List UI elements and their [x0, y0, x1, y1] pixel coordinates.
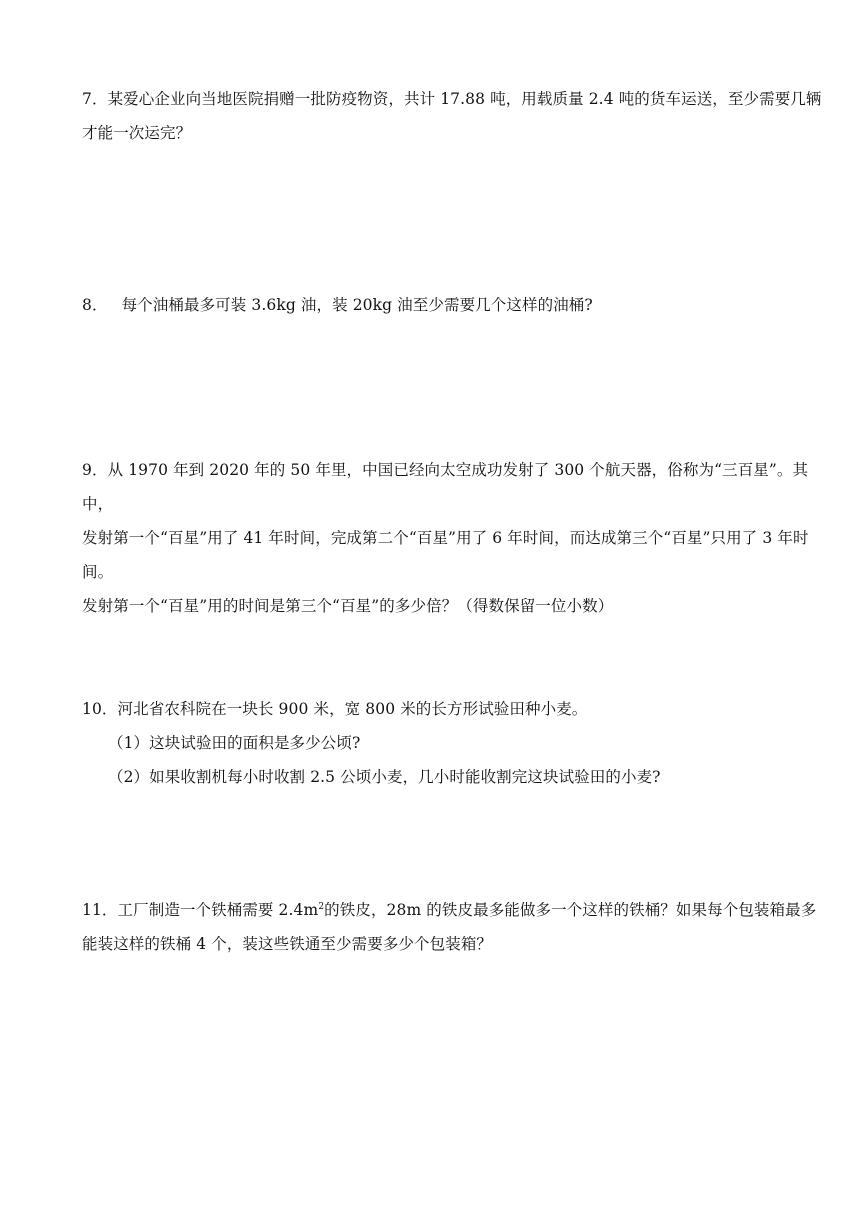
problem-text: 某爱心企业向当地医院捐赠一批防疫物资，共计 17.88 吨，用载质量 2.4 吨的货车运送，至少需要几辆	[107, 90, 822, 108]
problem-9-line-3: 发射第一个“百星”用的时间是第三个“百星”的多少倍？（得数保留一位小数）	[82, 597, 614, 615]
problem-11-line-2: 能装这样的铁桶 4 个，装这些铁通至少需要多少个包装箱？	[82, 935, 493, 953]
problem-9-line-1	[82, 453, 822, 521]
problem-text: 从 1970 年到 2020 年的 50 年里，中国已经向太空成功发射了 300 个航天器，俗称为“三百星”。其中，	[82, 461, 809, 513]
problem-number: 7．	[82, 90, 108, 108]
superscript-exponent: 2	[318, 901, 325, 912]
problem-10-subquestion-1: （1）这块试验田的面积是多少公顷?	[108, 734, 361, 752]
problem-11	[82, 893, 822, 961]
problem-text-part-2: 的铁皮，28m 的铁皮最多能做多一个这样的铁桶？如果每个包装箱最多	[324, 901, 817, 919]
problem-7-line-1	[82, 82, 822, 116]
problem-10	[82, 692, 822, 794]
problem-number: 9．	[82, 461, 108, 479]
problem-number: 8．	[82, 296, 108, 314]
problem-7-line-2: 才能一次运完？	[82, 124, 192, 142]
problem-number: 10．	[82, 700, 118, 718]
problem-7	[82, 82, 822, 150]
problem-9	[82, 453, 822, 623]
problem-text: 每个油桶最多可装 3.6kg 油，装 20kg 油至少需要几个这样的油桶?	[121, 296, 593, 314]
problem-text-part-1: 工厂制造一个铁桶需要 2.4m	[117, 901, 319, 919]
problem-10-subquestion-2: （2）如果收割机每小时收割 2.5 公顷小麦，几小时能收割完这块试验田的小麦?	[108, 768, 661, 786]
problem-10-line-1	[82, 692, 822, 726]
problem-9-line-2: 发射第一个“百星”用了 41 年时间，完成第二个“百星”用了 6 年时间，而达成第三个“百星”只用了 3 年时间。	[82, 529, 809, 581]
problem-text: 河北省农科院在一块长 900 米，宽 800 米的长方形试验田种小麦。	[117, 700, 588, 718]
problem-8	[82, 288, 822, 322]
problem-8-line-1	[82, 288, 822, 322]
problem-11-line-1	[82, 893, 822, 927]
problem-number: 11．	[82, 901, 118, 919]
